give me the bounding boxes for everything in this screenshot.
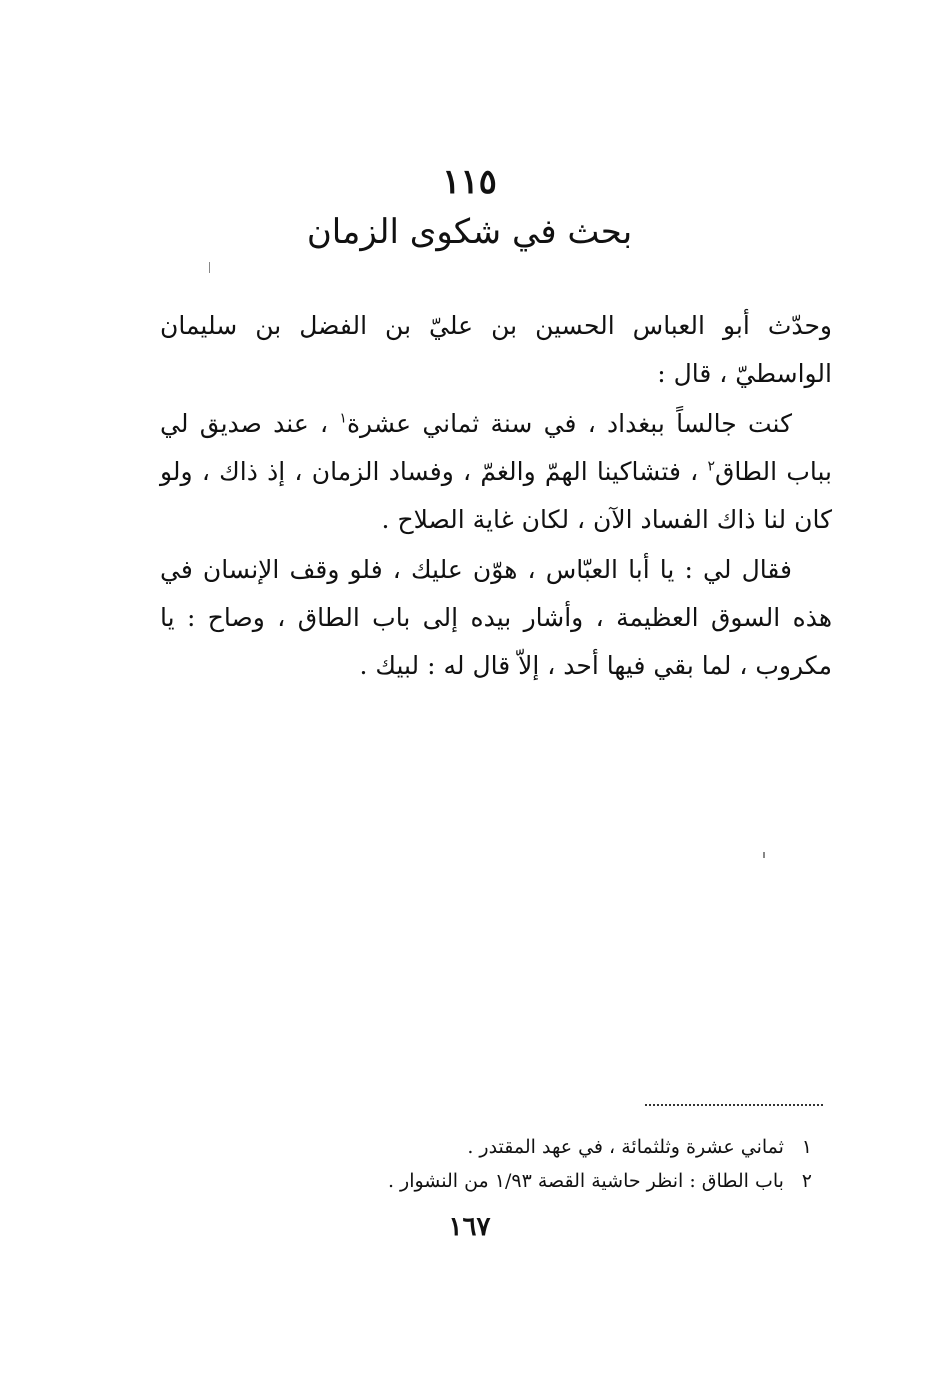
footnote-1 [300, 1130, 812, 1164]
footnote-ref-2: ٢ [707, 458, 716, 475]
story-title: بحث في شكوى الزمان [306, 212, 633, 252]
footnote-divider [645, 1104, 823, 1106]
scan-mark [209, 262, 210, 273]
footnote-text: باب الطاق : انظر حاشية القصة ١/٩٣ من النشوار . [387, 1170, 784, 1192]
footnote-text: ثماني عشرة وثلثمائة ، في عهد المقتدر . [467, 1136, 784, 1158]
footnote-ref-1: ١ [339, 410, 347, 427]
footnote-2 [300, 1164, 812, 1198]
story-number: ١١٥ [442, 162, 497, 202]
paragraph-2-part-c: ، فتشاكينا الهمّ والغمّ ، وفساد الزمان ، إذ ذاك ، ولو كان لنا ذاك الفساد الآن ، لكان غاية الصلاح . [160, 457, 832, 534]
paragraph-2-part-b: ، عند صديق لي بباب الطاق [160, 409, 833, 486]
paragraph-3: فقال لي : يا أبا العبّاس ، هوّن عليك ، فلو وقف الإنسان في هذه السوق العظيمة ، وأشار بيده إلى باب الطاق ، وصاح : يا مكروب ، لما بقي فيها أحد ، إلاّ قال له : لبيك . [160, 555, 832, 680]
paragraph-2-part-a: كنت جالساً ببغداد ، في سنة ثماني عشرة [346, 409, 792, 438]
story-body [160, 302, 832, 692]
scan-mark [763, 852, 765, 858]
paragraph-1: وحدّث أبو العباس الحسين بن عليّ بن الفضل بن سليمان الواسطيّ ، قال : [160, 311, 832, 388]
footnote-number: ٢ [801, 1170, 812, 1192]
footnotes [300, 1130, 812, 1198]
page-number: ١٦٧ [448, 1212, 491, 1242]
paragraph-2 [160, 400, 832, 544]
footnote-number: ١ [801, 1136, 812, 1158]
